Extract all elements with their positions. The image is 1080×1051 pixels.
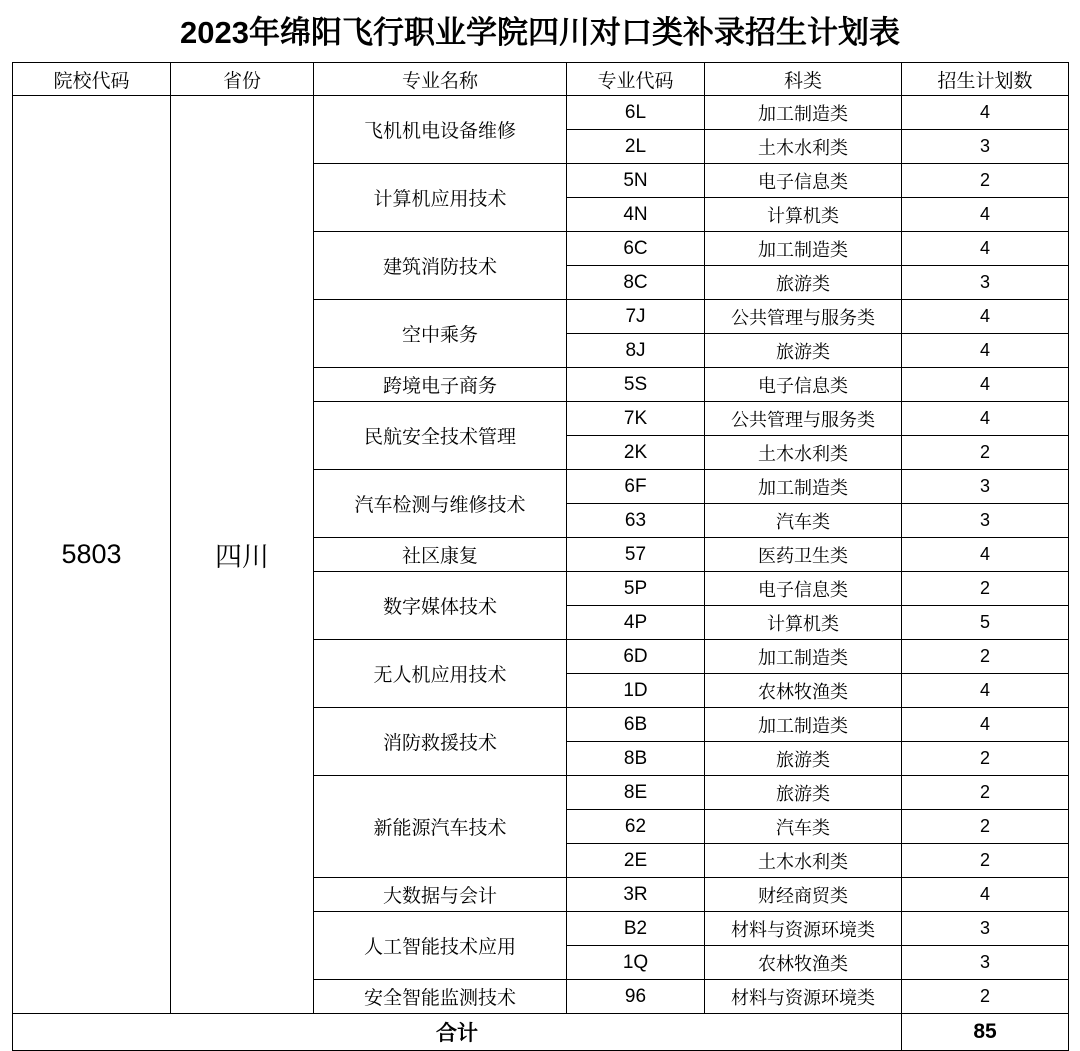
column-header-province: 省份 [171, 63, 314, 96]
category-cell: 电子信息类 [705, 164, 902, 198]
page-title: 2023年绵阳飞行职业学院四川对口类补录招生计划表 [180, 15, 900, 50]
major-code-cell: 1Q [567, 946, 705, 980]
category-cell: 电子信息类 [705, 368, 902, 402]
major-name-cell: 社区康复 [314, 538, 567, 572]
category-cell: 计算机类 [705, 606, 902, 640]
total-label: 合计 [13, 1014, 902, 1051]
major-name-cell: 计算机应用技术 [314, 164, 567, 232]
major-name-cell: 新能源汽车技术 [314, 776, 567, 878]
total-row [13, 1014, 1069, 1051]
category-cell: 材料与资源环境类 [705, 980, 902, 1014]
major-code-cell: 2L [567, 130, 705, 164]
plan-count-cell: 4 [902, 334, 1069, 368]
category-cell: 材料与资源环境类 [705, 912, 902, 946]
school-code-cell: 5803 [13, 96, 171, 1014]
category-cell: 旅游类 [705, 266, 902, 300]
category-cell: 电子信息类 [705, 572, 902, 606]
plan-count-cell: 3 [902, 946, 1069, 980]
plan-count-cell: 2 [902, 844, 1069, 878]
major-code-cell: 4N [567, 198, 705, 232]
major-code-cell: 8B [567, 742, 705, 776]
province-cell: 四川 [171, 96, 314, 1014]
plan-count-cell: 2 [902, 980, 1069, 1014]
category-cell: 加工制造类 [705, 232, 902, 266]
plan-count-cell: 3 [902, 912, 1069, 946]
category-cell: 加工制造类 [705, 640, 902, 674]
major-name-cell: 跨境电子商务 [314, 368, 567, 402]
column-header-school-code: 院校代码 [13, 63, 171, 96]
category-cell: 土木水利类 [705, 844, 902, 878]
major-code-cell: 8J [567, 334, 705, 368]
major-name-cell: 民航安全技术管理 [314, 402, 567, 470]
major-name-cell: 安全智能监测技术 [314, 980, 567, 1014]
major-code-cell: 7J [567, 300, 705, 334]
major-code-cell: 6C [567, 232, 705, 266]
major-name-cell: 汽车检测与维修技术 [314, 470, 567, 538]
category-cell: 医药卫生类 [705, 538, 902, 572]
category-cell: 财经商贸类 [705, 878, 902, 912]
major-code-cell: 1D [567, 674, 705, 708]
plan-count-cell: 2 [902, 572, 1069, 606]
category-cell: 旅游类 [705, 334, 902, 368]
table-footer [13, 1014, 1069, 1051]
category-cell: 农林牧渔类 [705, 946, 902, 980]
major-code-cell: 62 [567, 810, 705, 844]
plan-count-cell: 3 [902, 504, 1069, 538]
category-cell: 农林牧渔类 [705, 674, 902, 708]
plan-count-cell: 3 [902, 266, 1069, 300]
major-code-cell: 6L [567, 96, 705, 130]
major-code-cell: 8E [567, 776, 705, 810]
major-name-cell: 建筑消防技术 [314, 232, 567, 300]
major-code-cell: 4P [567, 606, 705, 640]
category-cell: 土木水利类 [705, 436, 902, 470]
total-value: 85 [902, 1014, 1069, 1051]
major-code-cell: 5N [567, 164, 705, 198]
category-cell: 加工制造类 [705, 708, 902, 742]
major-name-cell: 数字媒体技术 [314, 572, 567, 640]
category-cell: 公共管理与服务类 [705, 300, 902, 334]
major-name-cell: 无人机应用技术 [314, 640, 567, 708]
column-header-major-code: 专业代码 [567, 63, 705, 96]
plan-count-cell: 2 [902, 640, 1069, 674]
major-name-cell: 空中乘务 [314, 300, 567, 368]
major-name-cell: 飞机机电设备维修 [314, 96, 567, 164]
major-name-cell: 人工智能技术应用 [314, 912, 567, 980]
category-cell: 旅游类 [705, 742, 902, 776]
plan-count-cell: 4 [902, 538, 1069, 572]
plan-count-cell: 4 [902, 878, 1069, 912]
plan-count-cell: 4 [902, 232, 1069, 266]
category-cell: 汽车类 [705, 810, 902, 844]
major-code-cell: 8C [567, 266, 705, 300]
table-header [13, 63, 1069, 96]
plan-count-cell: 4 [902, 402, 1069, 436]
category-cell: 旅游类 [705, 776, 902, 810]
plan-count-cell: 4 [902, 708, 1069, 742]
major-code-cell: 5P [567, 572, 705, 606]
header-row [13, 63, 1069, 96]
major-name-cell: 消防救援技术 [314, 708, 567, 776]
major-code-cell: 2E [567, 844, 705, 878]
major-code-cell: 6D [567, 640, 705, 674]
column-header-plan-count: 招生计划数 [902, 63, 1069, 96]
category-cell: 加工制造类 [705, 96, 902, 130]
major-code-cell: 7K [567, 402, 705, 436]
category-cell: 汽车类 [705, 504, 902, 538]
major-code-cell: 96 [567, 980, 705, 1014]
major-code-cell: 3R [567, 878, 705, 912]
category-cell: 土木水利类 [705, 130, 902, 164]
category-cell: 加工制造类 [705, 470, 902, 504]
plan-count-cell: 2 [902, 742, 1069, 776]
admission-plan-table [12, 62, 1069, 1051]
plan-count-cell: 3 [902, 130, 1069, 164]
column-header-category: 科类 [705, 63, 902, 96]
table-row [13, 96, 1069, 130]
plan-count-cell: 2 [902, 776, 1069, 810]
plan-count-cell: 2 [902, 164, 1069, 198]
plan-count-cell: 3 [902, 470, 1069, 504]
major-code-cell: B2 [567, 912, 705, 946]
plan-count-cell: 2 [902, 810, 1069, 844]
plan-count-cell: 5 [902, 606, 1069, 640]
plan-count-cell: 4 [902, 674, 1069, 708]
column-header-major-name: 专业名称 [314, 63, 567, 96]
major-name-cell: 大数据与会计 [314, 878, 567, 912]
major-code-cell: 63 [567, 504, 705, 538]
plan-count-cell: 4 [902, 198, 1069, 232]
major-code-cell: 57 [567, 538, 705, 572]
major-code-cell: 6B [567, 708, 705, 742]
plan-count-cell: 4 [902, 300, 1069, 334]
table-body [13, 96, 1069, 1014]
plan-count-cell: 4 [902, 96, 1069, 130]
major-code-cell: 6F [567, 470, 705, 504]
plan-count-cell: 4 [902, 368, 1069, 402]
category-cell: 计算机类 [705, 198, 902, 232]
category-cell: 公共管理与服务类 [705, 402, 902, 436]
major-code-cell: 5S [567, 368, 705, 402]
major-code-cell: 2K [567, 436, 705, 470]
plan-count-cell: 2 [902, 436, 1069, 470]
